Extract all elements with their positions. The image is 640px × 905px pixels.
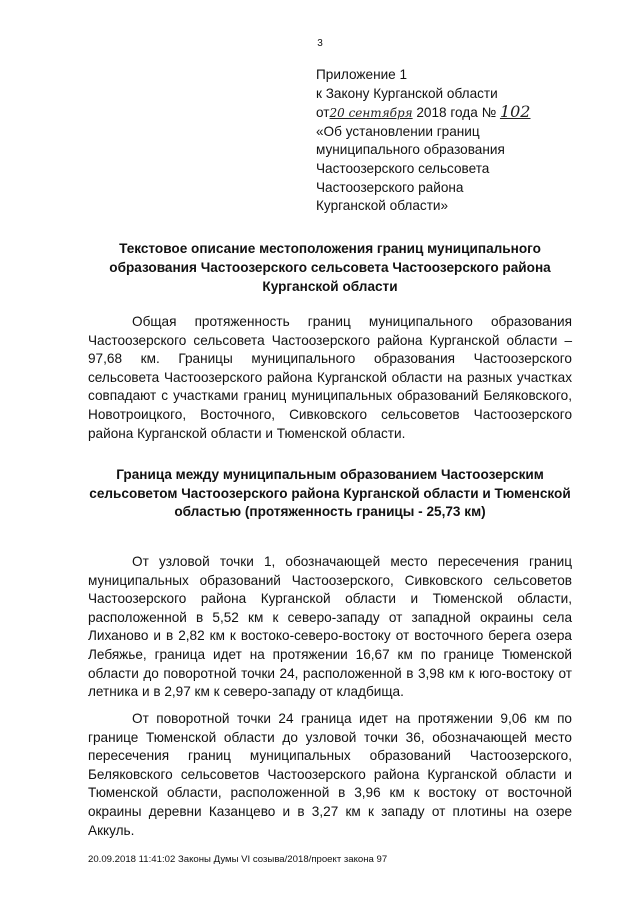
document-title: Текстовое описание местоположения границ муниципального образования Частоозерского сельсовета Частоозерского района Курганской области bbox=[109, 241, 551, 294]
section-title: Граница между муниципальным образованием Частоозерским сельсоветом Частоозерского района Курганской области и Тюменской областью (протяженность границы - 25,73 км) bbox=[89, 467, 571, 520]
appendix-line: Приложение 1 bbox=[316, 67, 408, 82]
date-suffix: 2018 года № bbox=[412, 105, 500, 121]
appendix-line: муниципального образования bbox=[316, 142, 505, 158]
handwritten-law-number: 102 bbox=[499, 102, 531, 122]
intro-paragraph: Общая протяженность границ муниципального образования Частоозерского сельсовета Частоозерского района Курганской области – 97,68 км. Границы муниципального образования Частоозерского сельсовета Частоозерского района Курганской области на разных участках совпадают с участками границ муниципальных образований Беляковского, Новотроицкого, Восточного, Сивковского сельсоветов Частоозерского района Курганской области и Тюменской области. bbox=[88, 314, 572, 441]
date-prefix: от bbox=[316, 105, 330, 121]
appendix-date-line bbox=[316, 103, 616, 123]
appendix-line: Курганской области» bbox=[316, 198, 449, 214]
appendix-line: Частоозерского сельсовета bbox=[316, 160, 490, 176]
appendix-line: к Закону Курганской области bbox=[316, 85, 498, 101]
footer-path: 20.09.2018 11:41:02 Законы Думы VI созыва/2018/проект закона 97 bbox=[88, 854, 388, 865]
handwritten-date: 20 сентября bbox=[329, 106, 413, 121]
appendix-line: Частоозерского района bbox=[316, 179, 464, 195]
appendix-header bbox=[316, 66, 616, 216]
section-paragraph-2: От поворотной точки 24 граница идет на протяжении 9,06 км по границе Тюменской области до узловой точки 36, обозначающей место пересечения границ муниципальных образований Частоозерского, Беляковского сельсоветов Частоозерского района Курганской области и Тюменской области, расположенной в 3,96 км к востоку от восточной окраины деревни Казанцево и в 3,27 км к западу от плотины на озере Аккуль. bbox=[88, 711, 572, 838]
section-paragraph-1: От узловой точки 1, обозначающей место пересечения границ муниципальных образований Частоозерского, Сивковского сельсоветов Частоозерского района Курганской области и Тюменской области, расположенной в 5,52 км к северо-западу от западной окраины села Лиханово и в 2,82 км к востоко-северо-востоку от восточного берега озера Лебяжье, граница идет на протяжении 16,67 км по границе Тюменской области до поворотной точки 24, расположенной в 3,98 км к юго-востоку от летника и в 2,97 км к северо-западу от кладбища. bbox=[88, 554, 572, 700]
page-number: 3 bbox=[317, 38, 323, 49]
appendix-line: «Об установлении границ bbox=[316, 123, 480, 139]
